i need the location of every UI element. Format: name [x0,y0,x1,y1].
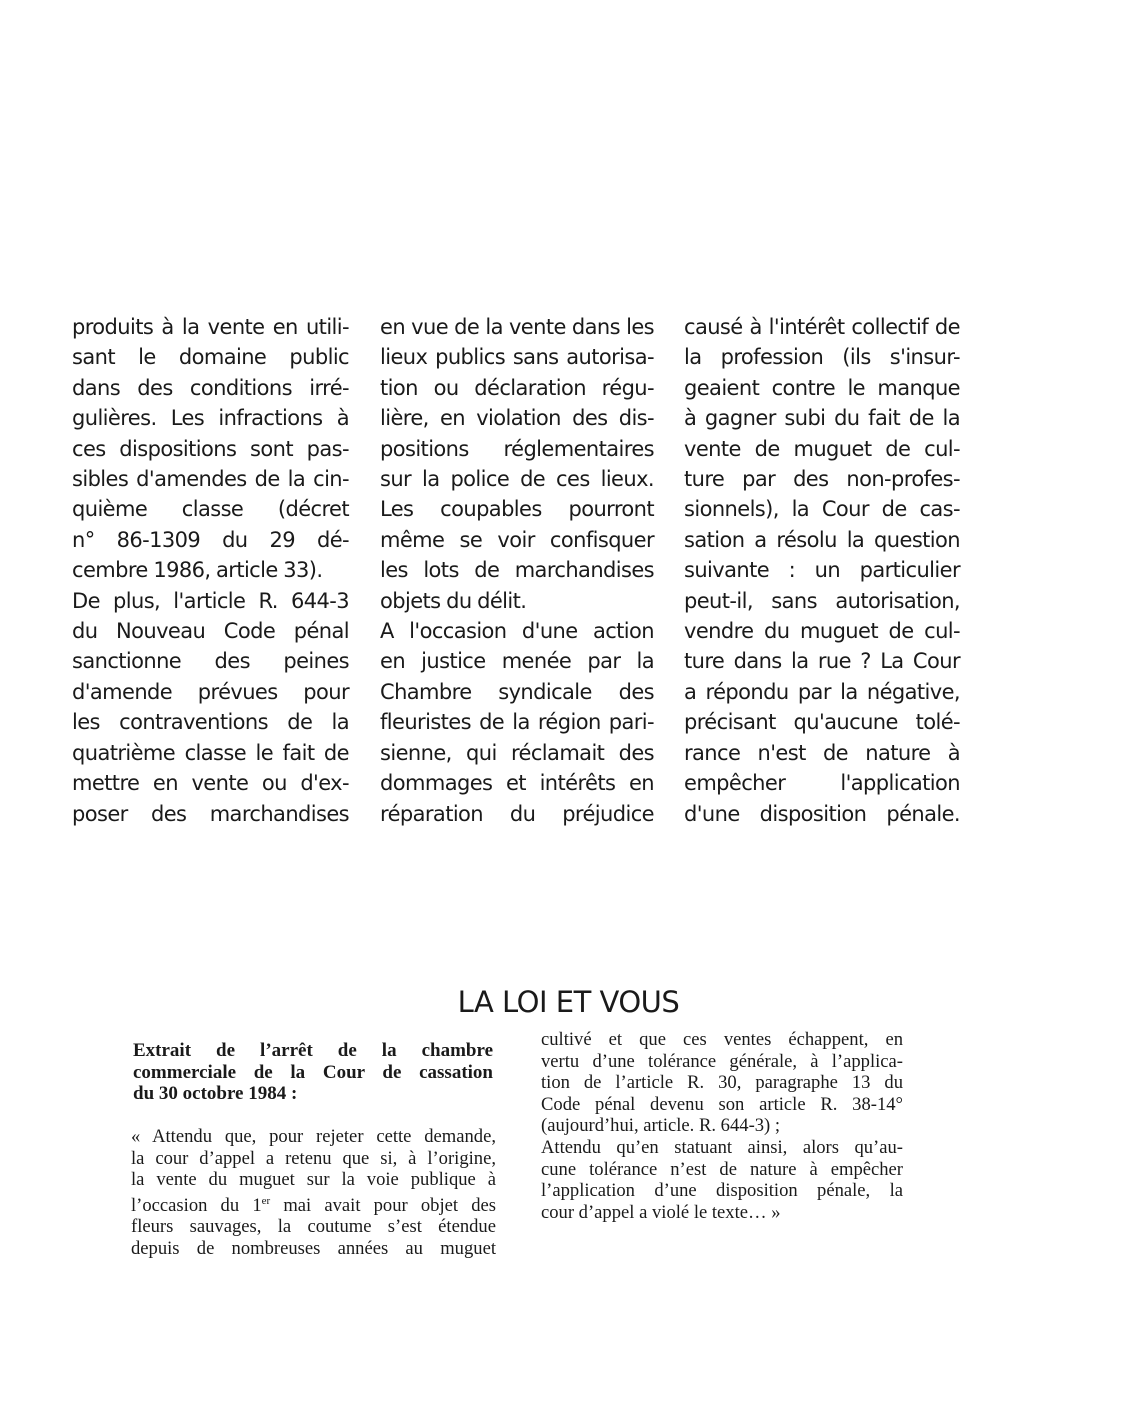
quote-right-column [541,1029,903,1223]
text-line: dommages et intérêts en [380,771,654,796]
text-line: lière, en violation des dis- [380,406,654,431]
text-line: a répondu par la négative, [684,679,960,704]
text-line: les lots de marchandises [380,558,654,583]
text-line: les contraventions de la [72,710,349,735]
quote-line: cour d’appel a violé le texte… » [541,1201,781,1223]
text-line: en justice menée par la [380,649,654,674]
quote-fragment: mai avait pour objet des [283,1194,496,1216]
text-line: De plus, l'article R. 644-3 [72,588,349,613]
text-line: tion ou déclaration régu- [380,375,654,400]
text-line: positions réglementaires [380,436,654,461]
quote-line [131,1191,496,1217]
quote-line: la vente du muguet sur la voie publique à [131,1169,496,1191]
text-line: Les coupables pourront [380,497,654,522]
quote-line: Code pénal devenu son article R. 38-14° [541,1093,903,1115]
text-line: lieux publics sans autorisa- [380,345,654,370]
text-line: à gagner subi du fait de la [684,406,960,431]
text-line: n° 86-1309 du 29 dé- [72,527,349,552]
text-line: précisant qu'aucune tolé- [684,710,960,735]
heading-line: commerciale de la Cour de cassation [133,1061,493,1083]
ordinal-superscript: er [261,1194,271,1207]
text-line: en vue de la vente dans les [380,315,654,339]
text-line: sant le domaine public [72,345,349,370]
text-line: sibles d'amendes de la cin- [72,467,349,492]
text-line: peut-il, sans autorisation, [684,588,960,613]
text-line: mettre en vente ou d'ex- [72,771,349,796]
text-line: d'une disposition pénale. [684,801,960,826]
text-line: objets du délit. [380,588,527,613]
text-line: suivante : un particulier [684,558,960,583]
box-title: LA LOI ET VOUS [457,985,680,1019]
article-column-2 [380,312,654,829]
quote-line: tion de l’article R. 30, paragraphe 13 du [541,1072,903,1094]
text-line: ture dans la rue ? La Cour [684,649,960,674]
text-line: sanctionne des peines [72,649,349,674]
text-line: réparation du préjudice [380,801,654,826]
quote-line: la cour d’appel a retenu que si, à l’origine, [131,1147,496,1169]
text-line: ces dispositions sont pas- [72,436,349,461]
text-line: du Nouveau Code pénal [72,619,349,644]
text-line: sation a résolu la question [684,527,960,552]
text-line: rance n'est de nature à [684,740,960,765]
text-line: sionnels), la Cour de cas- [684,497,960,522]
text-line: dans des conditions irré- [72,375,349,400]
text-line: vendre du muguet de cul- [684,619,960,644]
quote-line: (aujourd’hui, article. R. 644-3) ; [541,1115,781,1137]
article-column-3 [684,312,960,829]
text-line: d'amende prévues pour [72,679,349,704]
text-line: ture par des non-profes- [684,467,960,492]
quote-left-column [131,1126,496,1260]
quote-line: fleurs sauvages, la coutume s’est étendue [131,1216,496,1238]
text-line: quième classe (décret [72,497,349,522]
article-column-1 [72,312,349,829]
quote-line: depuis de nombreuses années au muguet [131,1237,496,1259]
text-line: geaient contre le manque [684,375,960,400]
quote-line: cultivé et que ces ventes échappent, en [541,1029,903,1050]
text-line: vente de muguet de cul- [684,436,960,461]
ordinal-number: 1 [252,1194,262,1216]
heading-line: Extrait de l’arrêt de la chambre [133,1040,493,1061]
text-line: la profession (ils s'insur- [684,345,960,370]
quote-line: « Attendu que, pour rejeter cette demande, [131,1126,496,1147]
text-line: quatrième classe le fait de [72,740,349,765]
quote-line: l’application d’une disposition pénale, la [541,1180,903,1202]
text-line: gulières. Les infractions à [72,406,349,431]
text-line: causé à l'intérêt collectif de [684,315,960,339]
quote-line: cune tolérance n’est de nature à empêcher [541,1158,903,1180]
quote-line: vertu d’une tolérance générale, à l’applica- [541,1050,903,1072]
text-line: A l'occasion d'une action [380,619,654,644]
heading-line: du 30 octobre 1984 : [133,1083,298,1105]
text-line: sienne, qui réclamait des [380,740,654,765]
quote-line: Attendu qu’en statuant ainsi, alors qu’au- [541,1136,903,1158]
text-line: cembre 1986, article 33). [72,558,323,583]
quote-fragment: l’occasion du [131,1194,240,1216]
extract-heading [133,1040,493,1105]
text-line: poser des marchandises [72,801,349,826]
text-line: même se voir confisquer [380,527,654,552]
text-line: Chambre syndicale des [380,679,654,704]
text-line: fleuristes de la région pari- [380,710,654,735]
text-line: sur la police de ces lieux. [380,467,654,492]
text-line: produits à la vente en utili- [72,315,349,339]
text-line: empêcher l'application [684,771,960,796]
